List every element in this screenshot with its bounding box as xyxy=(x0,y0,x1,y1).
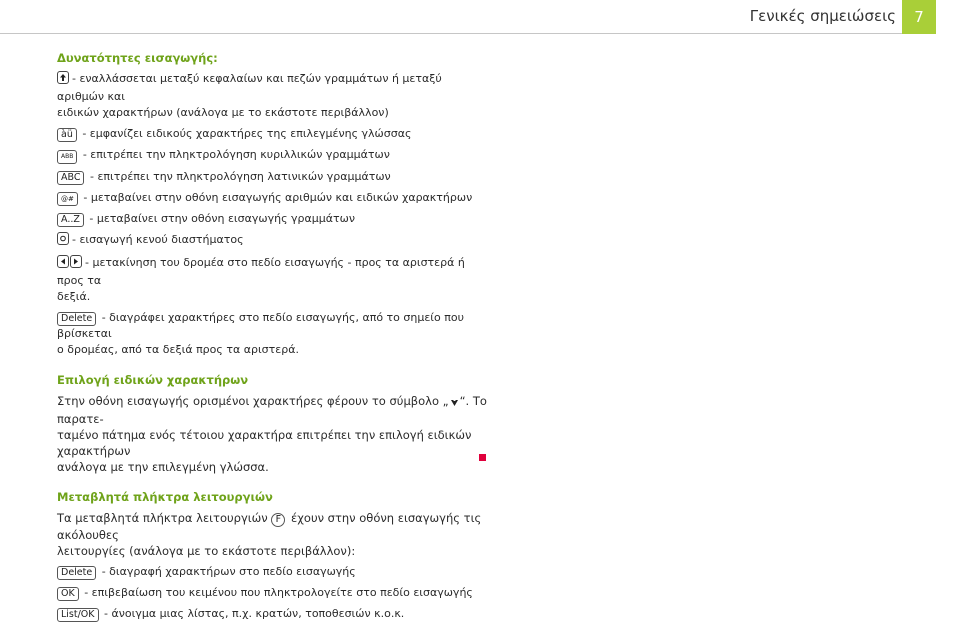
section-end-marker xyxy=(479,454,486,461)
list-item-delete-cont: ο δρομέας, από τα δεξιά προς τα αριστερά. xyxy=(57,343,299,356)
section-heading-special-chars: Επιλογή ειδικών χαρακτήρων xyxy=(57,373,249,387)
page-number-badge: 7 xyxy=(902,0,936,34)
header-divider xyxy=(0,33,902,34)
function-key-f: F xyxy=(271,513,285,527)
list-item-symbols: @# - μεταβαίνει στην οθόνη εισαγωγής αριθμών και ειδικών χαρακτήρων xyxy=(57,190,487,206)
list-item-special-chars: àü - εμφανίζει ειδικούς χαρακτήρες της επιλεγμένης γλώσσας xyxy=(57,126,487,142)
list-ok-key: List/OK xyxy=(57,608,99,622)
list-item-letters: A..Z - μεταβαίνει στην οθόνη εισαγωγής γραμμάτων xyxy=(57,211,487,227)
section-heading-function-keys: Μεταβλητά πλήκτρα λειτουργιών xyxy=(57,490,273,504)
cursor-left-icon xyxy=(57,255,69,273)
space-key-icon xyxy=(57,232,69,250)
list-item-shift: - εναλλάσσεται μεταξύ κεφαλαίων και πεζών γραμμάτων ή μεταξύ αριθμών και xyxy=(57,72,442,103)
list-item-cursor-cont: δεξιά. xyxy=(57,290,91,303)
letters-key: A..Z xyxy=(57,213,84,227)
cyrillic-key: ABB xyxy=(57,150,77,164)
list-item-cyrillic: ABB - επιτρέπει την πληκτρολόγηση κυριλλικών γραμμάτων xyxy=(57,147,487,164)
list-item-latin: ABC - επιτρέπει την πληκτρολόγηση λατινικών γραμμάτων xyxy=(57,169,487,185)
delete-key: Delete xyxy=(57,566,96,580)
long-press-marker-icon xyxy=(450,395,459,411)
ok-key: OK xyxy=(57,587,79,601)
function-item-delete: Delete - διαγραφή χαρακτήρων στο πεδίο εισαγωγής xyxy=(57,564,487,580)
section-heading-input-options: Δυνατότητες εισαγωγής: xyxy=(57,51,218,65)
page-header-title: Γενικές σημειώσεις xyxy=(749,7,896,25)
function-keys-paragraph-line2: λειτουργίες (ανάλογα με το εκάστοτε περιβάλλον): xyxy=(57,544,356,558)
function-item-ok: OK - επιβεβαίωση του κειμένου που πληκτρολογείτε στο πεδίο εισαγωγής xyxy=(57,585,487,601)
function-keys-paragraph-line1: Τα μεταβλητά πλήκτρα λειτουργιών F έχουν στην οθόνη εισαγωγής τις ακόλουθες xyxy=(57,511,482,542)
shift-arrow-icon xyxy=(57,71,69,89)
special-chars-key: àü xyxy=(57,128,77,142)
list-item-shift-cont: ειδικών χαρακτήρων (ανάλογα με το εκάστοτε περιβάλλον) xyxy=(57,106,389,119)
list-item-cursor: - μετακίνηση του δρομέα στο πεδίο εισαγωγής - προς τα αριστερά ή προς τα xyxy=(57,256,465,287)
special-chars-paragraph-line1: Στην οθόνη εισαγωγής ορισμένοι χαρακτήρες φέρουν το σύμβολο „ “. Το παρατε- xyxy=(57,394,487,426)
function-item-list: List/OK - άνοιγμα μιας λίστας, π.χ. κρατών, τοποθεσιών κ.ο.κ. xyxy=(57,606,487,622)
list-item-space: - εισαγωγή κενού διαστήματος xyxy=(57,232,487,250)
cursor-right-icon xyxy=(70,255,82,273)
content-column xyxy=(57,50,487,622)
list-item-delete: Delete - διαγράφει χαρακτήρες στο πεδίο εισαγωγής, από το σημείο που βρίσκεται xyxy=(57,311,464,340)
latin-key: ABC xyxy=(57,171,84,185)
special-chars-paragraph-line2: ταμένο πάτημα ενός τέτοιου χαρακτήρα επιτρέπει την επιλογή ειδικών χαρακτήρων xyxy=(57,428,472,458)
symbols-key: @# xyxy=(57,192,78,206)
special-chars-paragraph-line3: ανάλογα με την επιλεγμένη γλώσσα. xyxy=(57,460,269,474)
delete-key: Delete xyxy=(57,312,96,326)
